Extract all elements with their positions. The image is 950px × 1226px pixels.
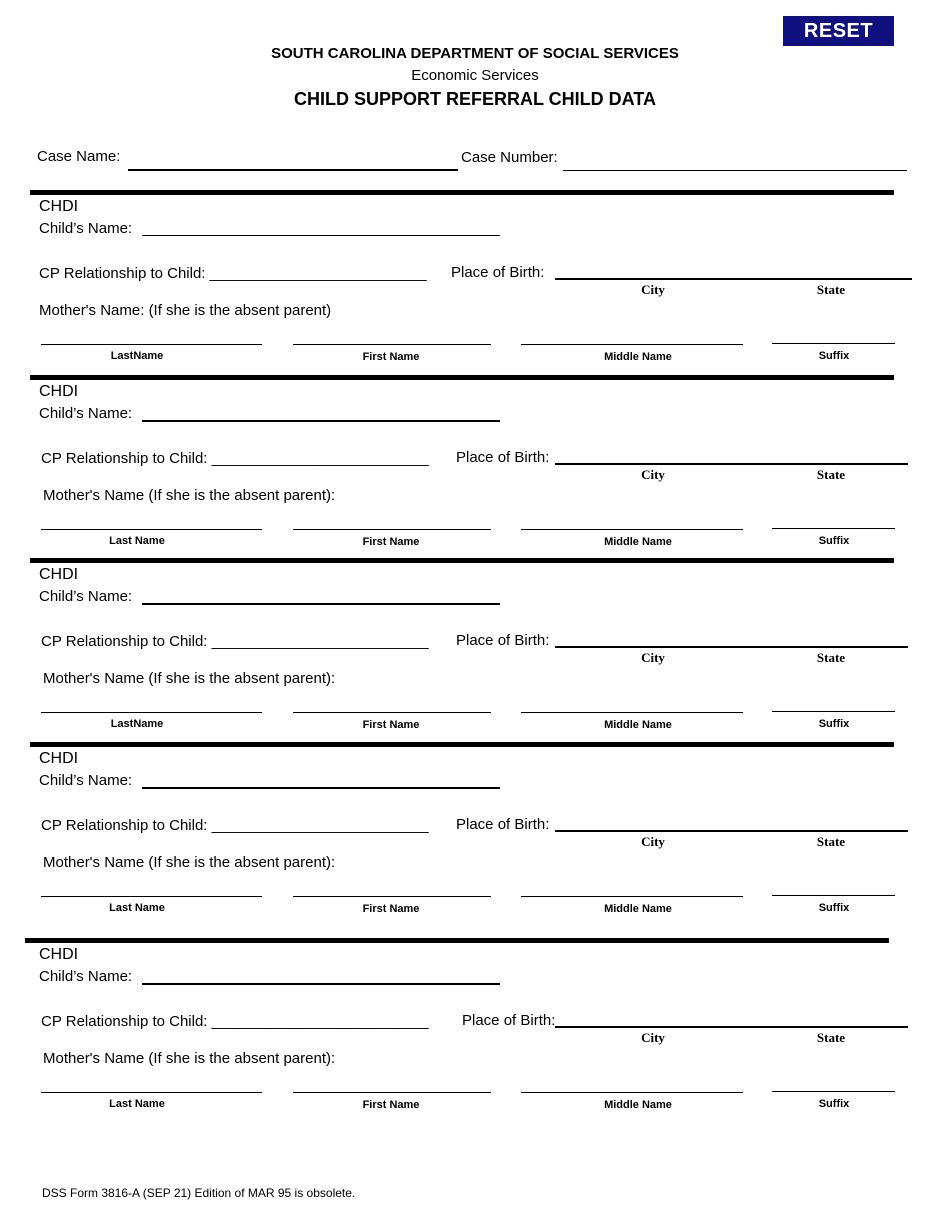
- division-title: Economic Services: [411, 67, 539, 84]
- mother-last-name-field[interactable]: [41, 712, 262, 713]
- mother-suffix-field[interactable]: [772, 1091, 895, 1092]
- first-name-caption: First Name: [362, 719, 420, 731]
- mother-name-label: Mother's Name: (If she is the absent parent): [39, 302, 332, 319]
- mother-middle-name-field[interactable]: [521, 1092, 743, 1093]
- child-name-field[interactable]: [142, 420, 500, 422]
- mother-first-name-field[interactable]: [293, 344, 491, 345]
- case-number-field[interactable]: [563, 170, 907, 171]
- place-of-birth-field[interactable]: [555, 646, 908, 648]
- city-caption: City: [641, 282, 665, 297]
- section-divider: [30, 190, 894, 195]
- reset-button[interactable]: RESET: [783, 16, 894, 46]
- mother-last-name-field[interactable]: [41, 529, 262, 530]
- place-of-birth-field[interactable]: [555, 278, 912, 280]
- city-caption: City: [641, 1030, 665, 1045]
- cp-relationship-field[interactable]: CP Relationship to Child: __________________________: [41, 817, 429, 834]
- first-name-caption: First Name: [362, 1099, 420, 1111]
- mother-last-name-field[interactable]: [41, 344, 262, 345]
- mother-suffix-field[interactable]: [772, 528, 895, 529]
- mother-name-label: Mother's Name (If she is the absent parent):: [43, 1050, 336, 1067]
- last-name-caption: Last Name: [109, 535, 165, 547]
- state-caption: State: [816, 282, 846, 297]
- section-heading: CHDI: [39, 566, 79, 583]
- place-of-birth-label: Place of Birth:: [462, 1012, 556, 1029]
- place-of-birth-field[interactable]: [555, 830, 908, 832]
- suffix-caption: Suffix: [818, 1098, 850, 1110]
- place-of-birth-label: Place of Birth:: [456, 816, 550, 833]
- cp-relationship-field[interactable]: CP Relationship to Child: __________________________: [41, 1013, 429, 1030]
- child-name-field[interactable]: [142, 983, 500, 985]
- agency-title: SOUTH CAROLINA DEPARTMENT OF SOCIAL SERVICES: [271, 45, 679, 62]
- middle-name-caption: Middle Name: [604, 536, 672, 548]
- suffix-caption: Suffix: [818, 902, 850, 914]
- mother-first-name-field[interactable]: [293, 896, 491, 897]
- mother-first-name-field[interactable]: [293, 529, 491, 530]
- child-name-field[interactable]: [142, 603, 500, 605]
- last-name-caption: LastName: [110, 350, 164, 362]
- suffix-caption: Suffix: [818, 535, 850, 547]
- suffix-caption: Suffix: [818, 718, 850, 730]
- mother-suffix-field[interactable]: [772, 895, 895, 896]
- last-name-caption: LastName: [110, 718, 164, 730]
- child-name-label: Child’s Name:: [39, 405, 133, 422]
- mother-name-label: Mother's Name (If she is the absent parent):: [43, 854, 336, 871]
- child-name-field[interactable]: [142, 235, 500, 236]
- place-of-birth-field[interactable]: [555, 463, 908, 465]
- state-caption: State: [816, 650, 846, 665]
- middle-name-caption: Middle Name: [604, 903, 672, 915]
- place-of-birth-label: Place of Birth:: [456, 632, 550, 649]
- mother-name-label: Mother's Name (If she is the absent parent):: [43, 487, 336, 504]
- middle-name-caption: Middle Name: [604, 1099, 672, 1111]
- child-name-field[interactable]: [142, 787, 500, 789]
- middle-name-caption: Middle Name: [604, 351, 672, 363]
- last-name-caption: Last Name: [109, 902, 165, 914]
- section-heading: CHDI: [39, 946, 79, 963]
- section-divider: [30, 742, 894, 747]
- section-divider: [30, 558, 894, 563]
- mother-middle-name-field[interactable]: [521, 896, 743, 897]
- mother-middle-name-field[interactable]: [521, 712, 743, 713]
- city-caption: City: [641, 650, 665, 665]
- last-name-caption: Last Name: [109, 1098, 165, 1110]
- mother-first-name-field[interactable]: [293, 712, 491, 713]
- mother-suffix-field[interactable]: [772, 711, 895, 712]
- first-name-caption: First Name: [362, 903, 420, 915]
- case-number-label: Case Number:: [461, 149, 558, 166]
- case-name-field[interactable]: [128, 169, 458, 171]
- mother-last-name-field[interactable]: [41, 896, 262, 897]
- mother-middle-name-field[interactable]: [521, 529, 743, 530]
- section-divider: [25, 938, 889, 943]
- suffix-caption: Suffix: [818, 350, 850, 362]
- form-title: CHILD SUPPORT REFERRAL CHILD DATA: [294, 89, 656, 109]
- form-footer: DSS Form 3816-A (SEP 21) Edition of MAR 95 is obsolete.: [42, 1186, 356, 1200]
- mother-first-name-field[interactable]: [293, 1092, 491, 1093]
- state-caption: State: [816, 1030, 846, 1045]
- case-name-label: Case Name:: [37, 148, 121, 165]
- cp-relationship-field[interactable]: CP Relationship to Child: __________________________: [41, 633, 429, 650]
- section-heading: CHDI: [39, 383, 79, 400]
- child-name-label: Child’s Name:: [39, 968, 133, 985]
- cp-relationship-field[interactable]: CP Relationship to Child: __________________________: [39, 265, 427, 282]
- city-caption: City: [641, 834, 665, 849]
- first-name-caption: First Name: [362, 536, 420, 548]
- child-name-label: Child’s Name:: [39, 772, 133, 789]
- child-name-label: Child’s Name:: [39, 588, 133, 605]
- section-divider: [30, 375, 894, 380]
- section-heading: CHDI: [39, 198, 79, 215]
- mother-middle-name-field[interactable]: [521, 344, 743, 345]
- cp-relationship-field[interactable]: CP Relationship to Child: __________________________: [41, 450, 429, 467]
- child-name-label: Child’s Name:: [39, 220, 133, 237]
- place-of-birth-label: Place of Birth:: [451, 264, 545, 281]
- city-caption: City: [641, 467, 665, 482]
- state-caption: State: [816, 834, 846, 849]
- mother-name-label: Mother's Name (If she is the absent parent):: [43, 670, 336, 687]
- middle-name-caption: Middle Name: [604, 719, 672, 731]
- first-name-caption: First Name: [362, 351, 420, 363]
- state-caption: State: [816, 467, 846, 482]
- mother-last-name-field[interactable]: [41, 1092, 262, 1093]
- place-of-birth-label: Place of Birth:: [456, 449, 550, 466]
- section-heading: CHDI: [39, 750, 79, 767]
- mother-suffix-field[interactable]: [772, 343, 895, 344]
- place-of-birth-field[interactable]: [555, 1026, 908, 1028]
